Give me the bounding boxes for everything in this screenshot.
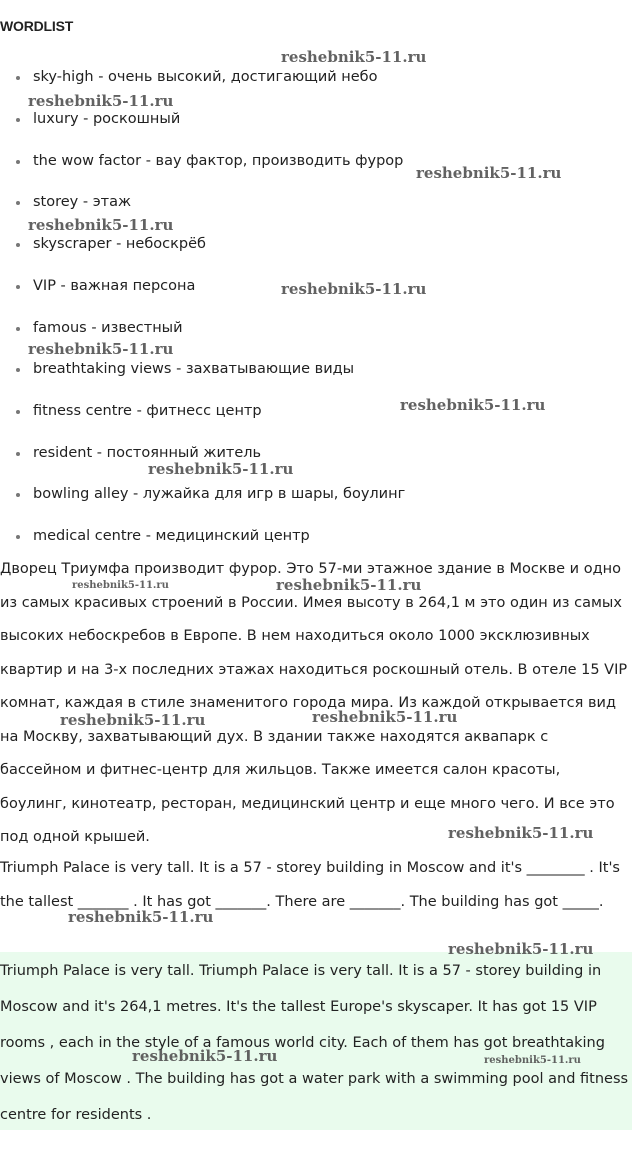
watermark: reshebnik5-11.ru	[72, 580, 169, 591]
list-item: skyscraper - небоскрёб	[33, 236, 206, 252]
wordlist-title: WORDLIST	[0, 18, 74, 34]
watermark: reshebnik5-11.ru	[448, 940, 594, 958]
list-item: storey - этаж	[33, 194, 132, 210]
watermark: reshebnik5-11.ru	[148, 460, 294, 478]
watermark: reshebnik5-11.ru	[448, 824, 594, 842]
watermark: reshebnik5-11.ru	[28, 92, 174, 110]
list-item: medical centre - медицинский центр	[33, 528, 310, 544]
list-item: resident - постоянный житель	[33, 445, 262, 461]
list-item: famous - известный	[33, 320, 183, 336]
watermark: reshebnik5-11.ru	[281, 48, 427, 66]
watermark: reshebnik5-11.ru	[400, 396, 546, 414]
list-item: bowling alley - лужайка для игр в шары, боулинг	[33, 486, 406, 502]
watermark: reshebnik5-11.ru	[276, 576, 422, 594]
answer-box	[0, 952, 632, 1130]
watermark: reshebnik5-11.ru	[132, 1047, 278, 1065]
watermark: reshebnik5-11.ru	[28, 340, 174, 358]
watermark: reshebnik5-11.ru	[60, 711, 206, 729]
watermark: reshebnik5-11.ru	[312, 708, 458, 726]
list-item: luxury - роскошный	[33, 111, 181, 127]
watermark: reshebnik5-11.ru	[68, 908, 214, 926]
list-item: breathtaking views - захватывающие виды	[33, 361, 355, 377]
watermark: reshebnik5-11.ru	[281, 280, 427, 298]
list-item: VIP - важная персона	[33, 278, 196, 294]
watermark: reshebnik5-11.ru	[484, 1055, 581, 1066]
russian-paragraph: Дворец Триумфа производит фурор. Это 57-ми этажное здание в Москве и одно из самых красивых строений в России. Имея высоту в 264,1 м это один из самых высоких небоскребов в Европе. В нем находиться около 1000 эксклюзивных квартир и на 3-х последних этажах находиться роскошный отель. В отеле 15 VIP комнат, каждая в стиле знаменитого города мира. Из каждой открывается вид на Москву, захватывающий дух. В здании также находятся аквапарк с бассейном и фитнес-центр для жильцов. Также имеется салон красоты, боулинг, кинотеатр, ресторан, медицинский центр и еще много чего. И все это под одной крышей.	[0, 561, 628, 845]
watermark: reshebnik5-11.ru	[416, 164, 562, 182]
watermark: reshebnik5-11.ru	[28, 216, 174, 234]
list-item: sky-high - очень высокий, достигающий небо	[33, 69, 378, 85]
answer-paragraph: Triumph Palace is very tall. Triumph Palace is very tall. It is a 57 - storey building in Moscow and it's 264,1 metres. It's the tallest Europe's skyscaper. It has got 15 VIP rooms , each in the style of a famous world city. Each of them has got breathtaking views of Moscow . The building has got a water park with a swimming pool and fitness centre for residents .	[0, 963, 629, 1123]
list-item: fitness centre - фитнесс центр	[33, 403, 262, 419]
list-item: the wow factor - вау фактор, производить фурор	[33, 153, 404, 169]
task-paragraph: Triumph Palace is very tall. It is a 57 - storey building in Moscow and it's ________ . It's the tallest _______ . It has got _______. There are _______. The building has got _____.	[0, 860, 620, 910]
